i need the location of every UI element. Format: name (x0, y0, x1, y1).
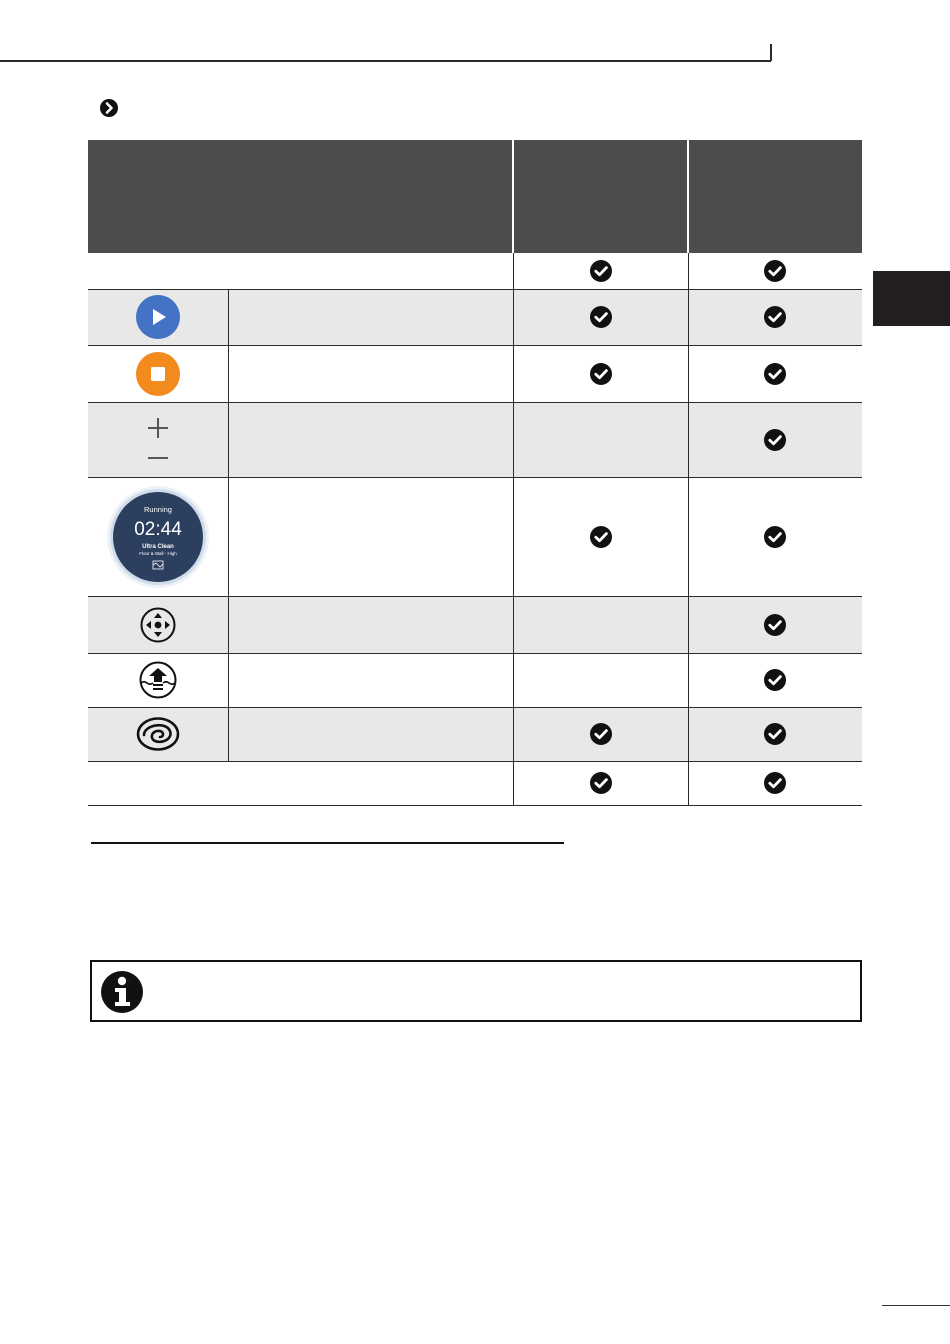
description-cell (228, 707, 513, 761)
check-circle-icon (590, 306, 612, 328)
swirl-icon (136, 717, 180, 751)
display-time: 02:44 (133, 518, 182, 540)
header-model-2-cell (688, 140, 862, 253)
description-cell (228, 345, 513, 402)
table-row (88, 477, 862, 596)
feature-cell (88, 761, 513, 805)
feature-cell (88, 253, 513, 289)
direction-pad-icon (140, 607, 176, 643)
model-2-cell (688, 761, 862, 805)
model-1-cell (513, 653, 688, 707)
check-circle-icon (764, 363, 786, 385)
model-2-cell (688, 345, 862, 402)
check-circle-icon (764, 669, 786, 691)
check-circle-icon (764, 723, 786, 745)
icon-cell (88, 345, 228, 402)
description-cell (228, 289, 513, 345)
display-detail: Floor & Wall - High (138, 550, 177, 556)
model-1-cell (513, 477, 688, 596)
check-circle-icon (764, 614, 786, 636)
check-circle-icon (764, 260, 786, 282)
lift-out-icon (138, 661, 178, 699)
icon-cell (88, 477, 228, 596)
table-row (88, 596, 862, 653)
check-circle-icon (764, 306, 786, 328)
table-row (88, 253, 862, 289)
model-1-cell (513, 253, 688, 289)
icon-cell (88, 289, 228, 345)
display-status: Running (143, 504, 172, 514)
info-icon (101, 971, 143, 1013)
description-cell (228, 596, 513, 653)
icon-cell (88, 653, 228, 707)
model-2-cell (688, 596, 862, 653)
model-2-cell (688, 402, 862, 477)
model-1-cell (513, 289, 688, 345)
model-2-cell (688, 707, 862, 761)
model-2-cell (688, 653, 862, 707)
table-row (88, 707, 862, 761)
model-1-cell (513, 345, 688, 402)
model-1-cell (513, 596, 688, 653)
check-circle-icon (590, 260, 612, 282)
model-2-cell (688, 289, 862, 345)
model-1-cell (513, 707, 688, 761)
model-1-cell (513, 761, 688, 805)
cycle-display-icon (106, 485, 210, 589)
chapter-tab (873, 271, 950, 326)
feature-table (88, 140, 862, 806)
icon-cell (88, 707, 228, 761)
check-circle-icon (590, 723, 612, 745)
table-row (88, 345, 862, 402)
check-circle-icon (590, 363, 612, 385)
description-cell (228, 402, 513, 477)
table-row (88, 402, 862, 477)
check-circle-icon (590, 526, 612, 548)
description-cell (228, 477, 513, 596)
table-row (88, 653, 862, 707)
header-model-1-cell (513, 140, 688, 253)
check-circle-icon (764, 429, 786, 451)
model-2-cell (688, 477, 862, 596)
description-cell (228, 653, 513, 707)
stop-icon (136, 352, 180, 396)
chevron-right-circle-icon (99, 98, 119, 118)
section-underline (91, 842, 564, 844)
display-mode: Ultra Clean (141, 543, 174, 550)
model-1-cell (513, 402, 688, 477)
check-circle-icon (764, 772, 786, 794)
icon-cell (88, 596, 228, 653)
page-number-rule (882, 1305, 950, 1306)
check-circle-icon (590, 772, 612, 794)
table-header (88, 140, 862, 253)
table-row (88, 289, 862, 345)
table-row (88, 761, 862, 805)
play-icon (136, 295, 180, 339)
header-feature-cell (88, 140, 513, 253)
check-circle-icon (764, 526, 786, 548)
icon-cell (88, 402, 228, 477)
model-2-cell (688, 253, 862, 289)
plus-minus-icon (143, 416, 173, 464)
info-note-box (90, 960, 862, 1022)
